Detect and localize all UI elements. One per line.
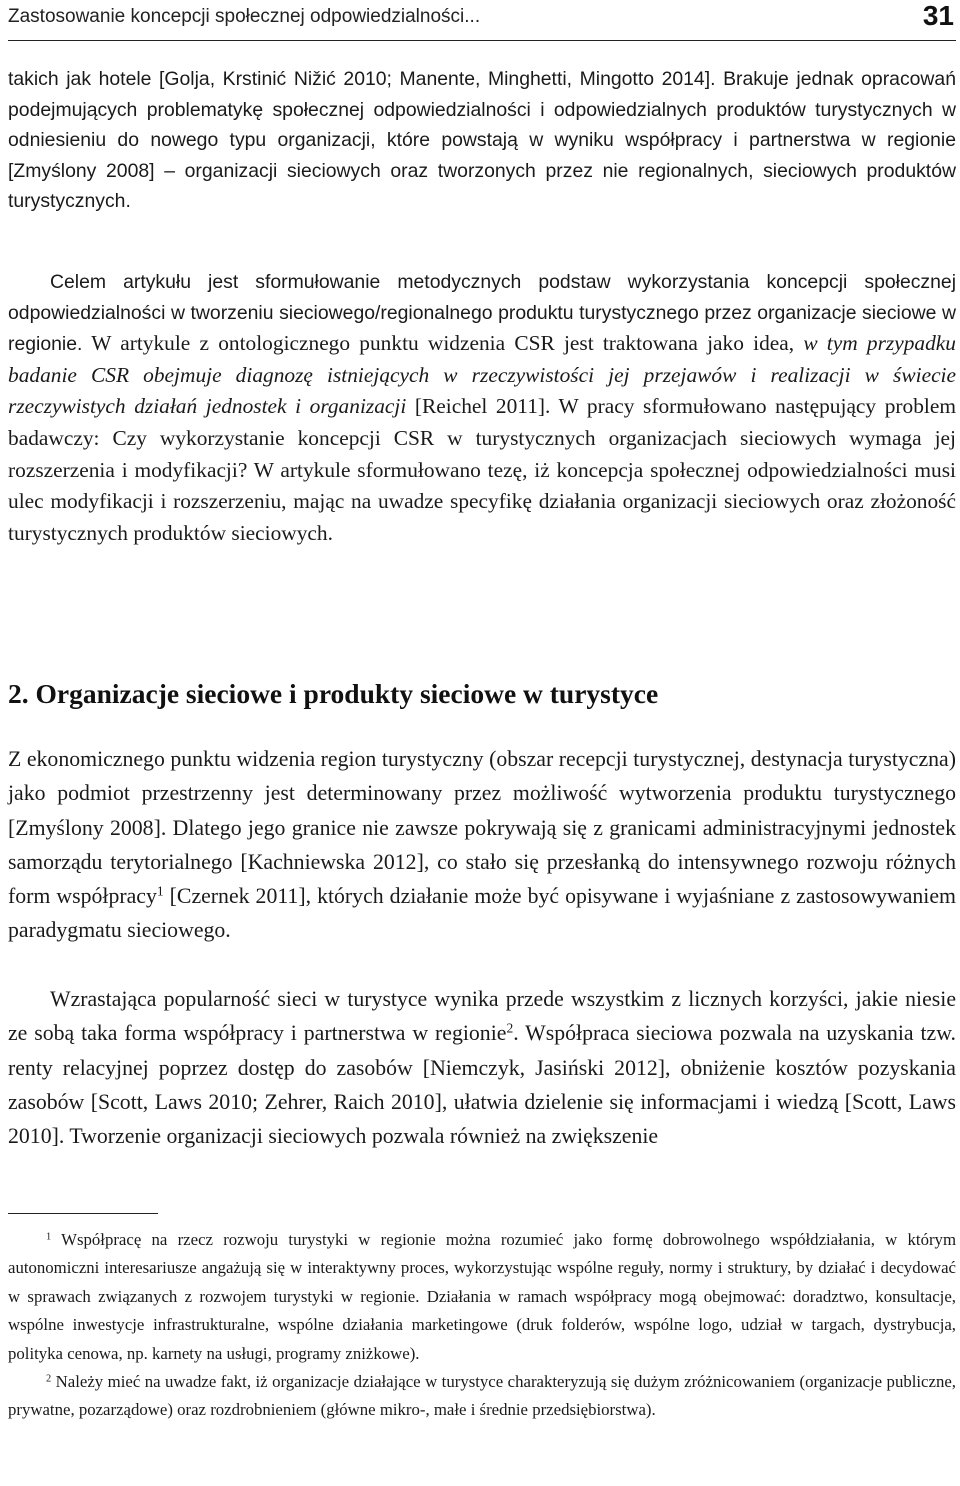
research-problem-text: [Reichel 2011]. W pracy sformułowano następujący problem badawczy: Czy wykorzystanie koncepcji CSR w turystycznych organizacjach sieciowych wymaga jej rozszerzenia i modyfikacji? W artykule sformułowano tezę, iż koncepcja społecznej odpowiedzialności musi ulec modyfikacji i rozszerzeniu, mając na uwadze specyfikę działania organizacji sieciowych oraz złożoność turystycznych produktów sieciowych.	[8, 394, 956, 545]
section-paragraph-1	[8, 742, 956, 948]
intro-paragraph-1	[8, 64, 956, 217]
reichel-quote: w tym przypadku badanie CSR obejmuje diagnozę istniejących w rzeczywistości jej przejawów i realizacji w świecie rzeczywistych działań jednostek i organizacji	[8, 331, 956, 419]
section-paragraph-1-text	[8, 742, 956, 948]
footnote-ref-1: 1	[156, 883, 164, 899]
intro-paragraph-2	[8, 267, 956, 549]
footnote-1-text: Współpracę na rzecz rozwoju turystyki w regionie można rozumieć jako formę dobrowolnego współdziałania, w którym autonomiczni interesariusze angażują się w interaktywny proces, wykorzystując wspólne reguły, normy i struktury, by działać i decydować w sprawach związanych z rozwojem turystyki w regionie. Działania w ramach współpracy mogą obejmować: doradztwo, konsultacje, wspólne inwestycje infrastrukturalne, wspólne działania marketingowe (druk folderów, wspólne logo, udział w targach, dystrybucja, polityka cenowa, np. karnety na usługi, programy zniżkowe).	[8, 1230, 956, 1363]
section-paragraph-2-part-a: Wzrastająca popularność sieci w turystyce wynika przede wszystkim z licznych korzyści, jakie niesie ze sobą taka forma współpracy i partnerstwa w regionie	[8, 987, 956, 1046]
footnote-1	[8, 1226, 956, 1368]
section-paragraph-2-part-b: . Współpraca sieciowa pozwala na uzyskania tzw. renty relacyjnej poprzez dostęp do zasobów [Niemczyk, Jasiński 2012], obniżenie kosztów pozyskania zasobów [Scott, Laws 2010; Zehrer, Raich 2010], ułatwia dzielenie się informacjami i wiedzą [Scott, Laws 2010]. Tworzenie organizacji sieciowych pozwala również na zwiększenie	[8, 1021, 957, 1149]
footnote-2	[8, 1368, 956, 1425]
ontology-sentence: W artykule z ontologicznego punktu widzenia CSR jest traktowana jako idea,	[82, 331, 804, 356]
footnote-2-marker: 2	[46, 1373, 52, 1385]
intro-paragraph-2-text	[8, 267, 956, 549]
section-paragraph-1-part-a: Z ekonomicznego punktu widzenia region turystyczny (obszar recepcji turystycznej, destynacja turystyczna) jako podmiot przestrzenny jest determinowany przez możliwość wytworzenia produktu turystycznego [Zmyślony 2008]. Dlatego jego granice nie zawsze pokrywają się z granicami administracyjnymi jednostek samorządu terytorialnego [Kachniewska 2012], co stało się przesłanką do intensywnego rozwoju różnych form współpracy	[8, 747, 956, 909]
section-paragraph-2	[8, 982, 956, 1153]
footnote-2-text: Należy mieć na uwadze fakt, iż organizacje działające w turystyce charakteryzują się dużym zróżnicowaniem (organizacje publiczne, prywatne, pozarządowe) oraz rozdrobnieniem (główne mikro-, małe i średnie przedsiębiorstwa).	[8, 1372, 956, 1420]
footnote-1-marker: 1	[46, 1231, 52, 1243]
section-paragraph-1-part-b: [Czernek 2011], których działanie może być opisywane i wyjaśniane z zastosowywaniem paradygmatu sieciowego.	[8, 884, 956, 943]
running-header	[8, 0, 956, 41]
running-title: Zastosowanie koncepcji społecznej odpowiedzialności...	[8, 6, 481, 27]
page-number: 31	[922, 0, 954, 31]
section-heading: 2. Organizacje sieciowe i produkty sieciowe w turystyce	[8, 678, 659, 709]
section-paragraph-2-text	[8, 982, 956, 1153]
document-page	[8, 0, 956, 1486]
footnote-ref-2: 2	[506, 1020, 514, 1036]
footnote-separator	[8, 1213, 158, 1214]
footnotes	[8, 1226, 956, 1425]
aim-sentence: Celem artykułu jest sformułowanie metodycznych podstaw wykorzystania koncepcji społecznej odpowiedzialności w tworzeniu sieciowego/regionalnego produktu turystycznego przez organizacje sieciowe w regionie.	[8, 271, 956, 356]
intro-paragraph-1-text: takich jak hotele [Golja, Krstinić Nižić 2010; Manente, Minghetti, Mingotto 2014]. Brakuje jednak opracowań podejmujących problematykę społecznej odpowiedzialności i odpowiedzialnych produktów turystycznych w odniesieniu do nowego typu organizacji, które powstają w wyniku współpracy i partnerstwa w regionie [Zmyślony 2008] – organizacji sieciowych oraz tworzonych przez nie regionalnych, sieciowych produktów turystycznych.	[8, 68, 956, 213]
